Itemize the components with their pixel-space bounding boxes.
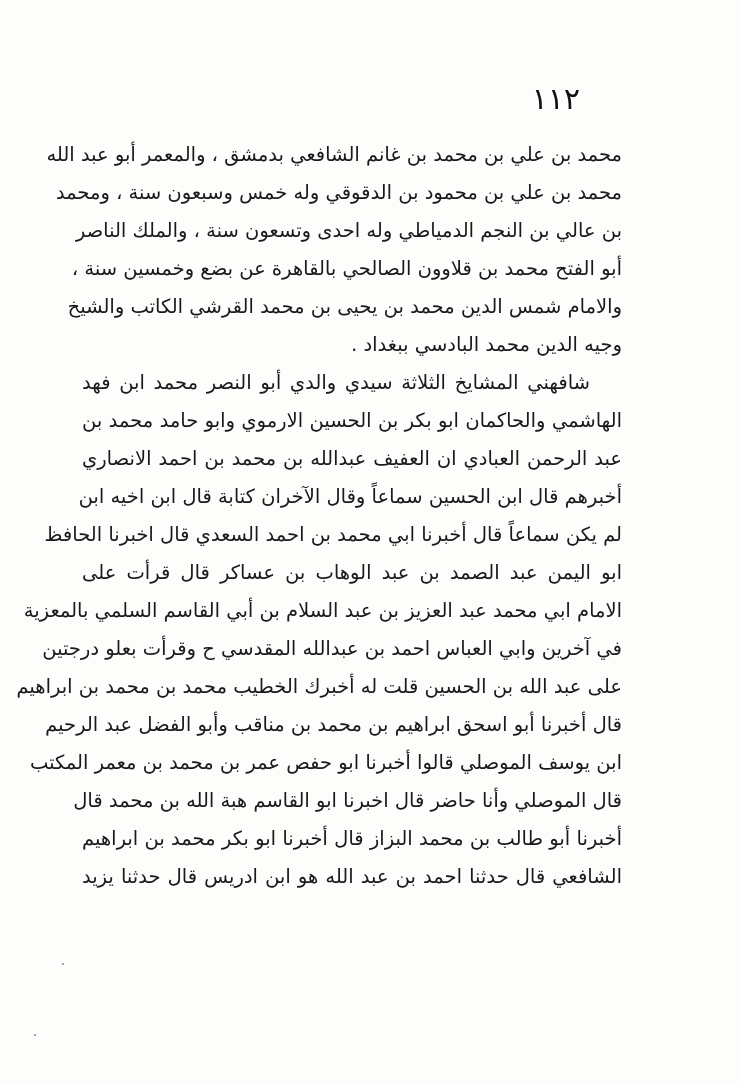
text-line: عبد الرحمن العبادي ان العفيف عبدالله بن محمد بن احمد الانصاري [82, 447, 622, 470]
text-line: محمد بن علي بن محمد بن غانم الشافعي بدمشق ، والمعمر أبو عبد الله [46, 143, 622, 166]
text-line: الامام ابي محمد عبد العزيز بن عبد السلام بن أبي القاسم السلمي بالمعزية [23, 599, 622, 622]
text-line: بن عالي بن النجم الدمياطي وله احدى وتسعون سنة ، والملك الناصر [75, 219, 622, 242]
text-line: على عبد الله بن الحسين قلت له أخبرك الخطيب محمد بن محمد بن ابراهيم [16, 675, 622, 698]
text-line: الشافعي قال حدثنا احمد بن عبد الله هو ابن ادريس قال حدثنا يزيد [82, 865, 622, 888]
text-line: لم يكن سماعاً قال أخبرنا ابي محمد بن احمد السعدي قال اخبرنا الحافظ [44, 523, 622, 546]
text-line: وجيه الدين محمد البادسي ببغداد . [351, 333, 622, 356]
text-line: أخبرهم قال ابن الحسين سماعاً وقال الآخران كتابة قال ابن اخيه ابن [78, 485, 622, 508]
text-line: قال الموصلي وأنا حاضر قال اخبرنا ابو القاسم هبة الله بن محمد قال [73, 789, 622, 812]
page-number: ١١٢ [531, 82, 580, 117]
text-line: أبو الفتح محمد بن قلاوون الصالحي بالقاهرة عن بضع وخمسين سنة ، [71, 257, 622, 280]
text-line: شافهني المشايخ الثلاثة سيدي والدي أبو النصر محمد ابن فهد [82, 371, 590, 394]
text-line: أخبرنا أبو طالب بن محمد البزاز قال أخبرنا ابو بكر محمد بن ابراهيم [82, 827, 622, 850]
text-line: محمد بن علي بن محمود بن الدقوقي وله خمس وسبعون سنة ، ومحمد [55, 181, 622, 204]
paper-speck [34, 1034, 36, 1036]
text-line: والامام شمس الدين محمد بن يحيى بن محمد القرشي الكاتب والشيخ [67, 295, 622, 318]
text-line: في آخرين وابي العباس احمد بن عبدالله المقدسي ح وقرأت بعلو درجتين [42, 637, 622, 660]
paragraph-1 [46, 136, 622, 364]
text-line: ابو اليمن عبد الصمد بن عبد الوهاب بن عساكر قال قرأت على [82, 561, 622, 584]
paragraph-2 [16, 364, 622, 896]
text-line: قال أخبرنا أبو اسحق ابراهيم بن محمد بن مناقب وأبو الفضل عبد الرحيم [45, 713, 622, 736]
text-line: الهاشمي والحاكمان ابو بكر بن الحسين الارموي وابو حامد محمد بن [82, 409, 622, 432]
text-line: ابن يوسف الموصلي قالوا أخبرنا ابو حفص عمر بن محمد بن معمر المكتب [29, 751, 622, 774]
paper-speck [62, 963, 64, 965]
